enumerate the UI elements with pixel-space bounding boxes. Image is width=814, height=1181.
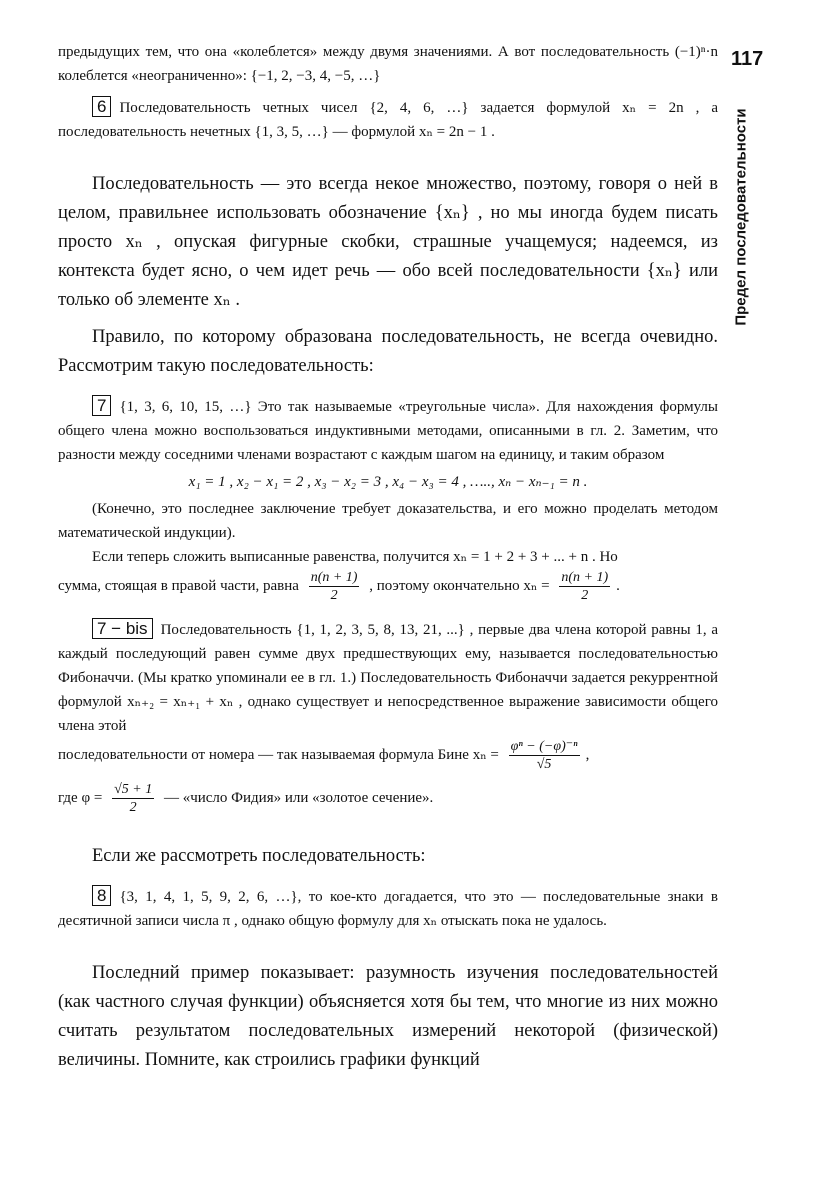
paragraph-last-example: Последний пример показывает: разумность изучения последовательностей (как частного случая функции) объясняется хотя бы тем, что многие из них можно считать результатом последовательных измерений некоторой (физической) величины. Помните, как строились графики функций <box>58 963 718 1070</box>
example-8 <box>58 885 718 933</box>
fraction-numerator: φⁿ − (−φ)⁻ⁿ <box>510 739 578 754</box>
running-chapter-title <box>726 92 756 342</box>
sum-sentence: Если теперь сложить выписанные равенства, получится xₙ = 1 + 2 + 3 + ... + n . Но <box>92 549 618 565</box>
phi-text-b: — «число Фидия» или «золотое сечение». <box>163 789 434 806</box>
induction-note: (Конечно, это последнее заключение требует доказательства, и его можно проделать методом математической индукции). <box>58 501 718 541</box>
fraction-denominator: 2 <box>581 588 589 603</box>
example-number-box: 7 <box>92 395 111 416</box>
fraction-sum <box>309 569 360 604</box>
example-7 <box>58 395 718 467</box>
example-6-text: Последовательность четных чисел {2, 4, 6, …} задается формулой xₙ = 2n , а последовательность нечетных {1, 3, 5, …} — формулой xₙ = 2n − 1 . <box>58 100 718 140</box>
binet-formula-line: последовательности от номера — так называемая формула Бине xₙ = $\frac{\text{φⁿ − (−φ)⁻ⁿ}}{√5}$ , <box>58 739 590 772</box>
example-number-box: 7 − bis <box>92 618 153 639</box>
example-8-text: {3, 1, 4, 1, 5, 9, 2, 6, …}, то кое-кто догадается, что это — последовательные знаки в десятичной записи числа π , однако общую формулу для xₙ отыскать пока не удалось. <box>58 889 718 929</box>
fraction-numerator: n(n + 1) <box>561 570 609 585</box>
page-content <box>58 40 718 1075</box>
paragraph-rule: Правило, по которому образована последовательность, не всегда очевидно. Рассмотрим такую последовательность: <box>58 327 718 376</box>
fraction-denominator: 2 <box>129 800 137 815</box>
phi-text-a: где φ = <box>58 789 103 806</box>
paragraph-sequence-definition: Последовательность — это всегда некое множество, поэтому, говоря о ней в целом, правильнее использовать обозначение {xₙ} , но мы иногда будем писать просто xₙ , опуская фигурные скобки, страшные учащемуся; надеемся, из контекста будет ясно, о чем идет речь — обо всей последовательности {xₙ} или только об элементе xₙ . <box>58 174 718 310</box>
fraction-result <box>559 569 610 604</box>
sum-result: сумма, стоящая в правой части, равна $\frac{n(n + 1)}{2}$ , поэтому окончательно xₙ = $\frac{n(n + 1)}{2}$ . <box>58 570 620 603</box>
example-number-box: 8 <box>92 885 111 906</box>
chapter-title-text: Предел последовательности <box>732 108 750 326</box>
example-number-box: 6 <box>92 96 111 117</box>
paragraph-continued: предыдущих тем, что она «колеблется» между двумя значениями. А вот последовательность (−1)ⁿ·n колеблется «неограниченно»: {−1, 2, −3, 4, −5, …} <box>58 44 718 84</box>
sum-text-a: сумма, стоящая в правой части, равна <box>58 577 299 594</box>
fraction-phi <box>112 781 154 816</box>
fraction-numerator: √5 + 1 <box>114 782 153 797</box>
fraction-numerator: n(n + 1) <box>310 570 358 585</box>
fraction-binet <box>509 738 580 773</box>
example-6 <box>58 96 718 144</box>
phi-definition <box>58 781 718 816</box>
differences-formula: x₁ = 1 , x₂ − x₁ = 2 , x₃ − x₂ = 3 , x₄ − x₃ = 4 , ….., xₙ − xₙ₋₁ = n . <box>188 474 588 490</box>
sum-text-b: , поэтому окончательно xₙ = <box>369 577 550 594</box>
example-7-text: {1, 3, 6, 10, 15, …} Это так называемые «треугольные числа». Для нахождения формулы общего члена можно воспользоваться индуктивными методами, описанными в гл. 2. Заметим, что разности между соседними членами возрастают с каждым шагом на единицу, и таким образом <box>58 399 718 463</box>
example-7-bis <box>58 618 718 738</box>
fraction-denominator: 2 <box>330 588 338 603</box>
page-number: 117 <box>731 48 764 70</box>
binet-text: последовательности от номера — так называемая формула Бине xₙ = <box>58 746 499 763</box>
paragraph-consider: Если же рассмотреть последовательность: <box>92 846 426 866</box>
fraction-denominator: √5 <box>536 757 552 772</box>
example-7-bis-text: Последовательность {1, 1, 2, 3, 5, 8, 13, 21, ...} , первые два члена которой равны 1, а каждый последующий равен сумме двух предшествующих ему, называется последовательностью Фибоначчи. (Мы кратко упоминали ее в гл. 1.) Последовательность Фибоначчи задается рекуррентной формулой xₙ₊₂ = xₙ₊₁ + xₙ , однако существует и непосредственное выражение зависимости общего члена этой <box>58 622 718 734</box>
